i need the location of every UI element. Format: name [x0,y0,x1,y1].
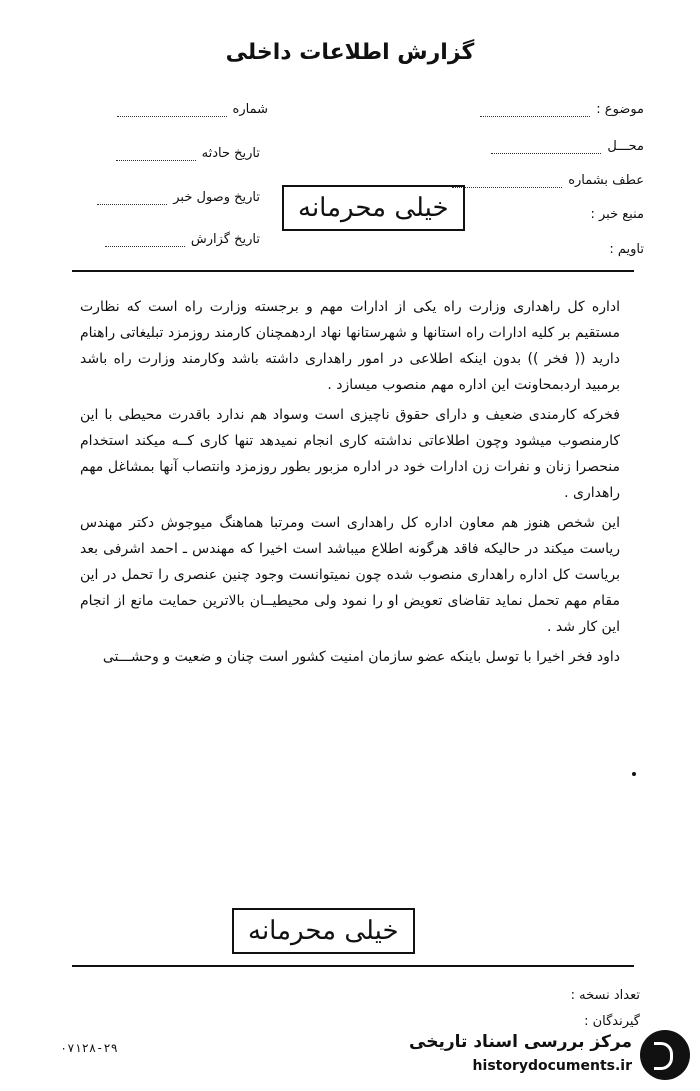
copies-field: تعداد نسخه : [570,988,640,1003]
recipients-field: گیرندگان : [584,1014,640,1029]
archive-watermark [409,1028,690,1084]
report-body [80,294,620,670]
incident-date-field [116,146,260,161]
reference-number-dots [452,186,562,188]
report-date-label: تاریخ گزارش [190,232,260,247]
report-title: گزارش اطلاعات داخلی [225,40,475,65]
footer-divider [72,965,634,967]
news-arrival-date-label: تاریخ وصول خبر [173,190,260,205]
news-arrival-date-dots [97,203,167,205]
paragraph-4: داود فخر اخیرا با توسل باینکه عضو سازمان امنیت کشور است چنان و ضعیت و وحشـــتی [102,649,620,665]
archive-title: مرکز بررسی اسناد تاریخی [409,1032,632,1052]
report-date-field [105,232,260,247]
number-label: شماره [232,102,268,117]
reference-number-field [452,173,644,188]
paragraph-2: فخرکه کارمندی ضعیف و دارای حقوق ناچیزی است وسواد هم ندارد باقدرت محیطی با این کارمنصوب میشود وچون اطلاعاتی نداشته کاری انجام نمیدهد تنها کاری کــه میکند استخدام منحصرا زنان و نفرات زن ادارات خود در اداره مزبور بطور روزمزد وانتصاب آنها بمشاغل مهم راهداری . [80,407,620,501]
subject-label: موضوع : [596,102,644,117]
archive-logo-icon [640,1030,690,1080]
document-number: ۰۷۱۲۸-۲۹ [60,1041,118,1055]
classification-stamp-top: خیلی محرمانه [282,185,465,231]
incident-date-dots [116,159,196,161]
archive-url: historydocuments.ir [472,1058,632,1074]
news-source-field [590,207,644,222]
number-field [117,102,268,117]
report-date-dots [105,245,185,247]
assessment-field [609,242,644,257]
assessment-label: تاویم : [609,242,644,257]
subject-dots [480,115,590,117]
place-field [491,139,644,154]
header-divider [72,270,634,272]
subject-field [480,102,644,117]
place-dots [491,152,601,154]
news-arrival-date-field [97,190,260,205]
paragraph-1: اداره کل راهداری وزارت راه یکی از ادارات مهم و برجسته وزارت راه است که نظارت مستقیم بر کلیه ادارات راه استانها و شهرستانها نهاد اردهمچنان کارمند روزمزد تبلیغاتی راهنام دارید (( فخر )) بدون اینکه اطلاعی در امور راهداری داشته باشد وکارمند وزارت راه باشد برمبید اردبمحاونت این اداره مهم منصوب میسازد . [80,299,620,393]
place-label: محـــل [607,139,644,154]
classification-stamp-bottom: خیلی محرمانه [232,908,415,954]
paragraph-3: این شخص هنوز هم معاون اداره کل راهداری است ومرتبا هماهنگ میوجوش دکتر مهندس ریاست میکند در حالیکه فاقد هرگونه اطلاع میباشد است اخیرا که مهندس ـ احمد اشرفی بعد بریاست کل اداره راهداری منصوب شده چون نمیتوانست وجود چنین عنصری را تحمل در این مقام مهم تحمل نماید تقاضای تعویض او را نمود ولی محیطیــان بالاترین حمایت مانع از انجام این کار شد . [80,515,620,635]
news-source-label: منبع خبر : [590,207,644,222]
reference-number-label: عطف بشماره [568,173,644,188]
number-dots [117,115,227,117]
margin-dot [632,772,636,776]
incident-date-label: تاریخ حادثه [201,146,260,161]
